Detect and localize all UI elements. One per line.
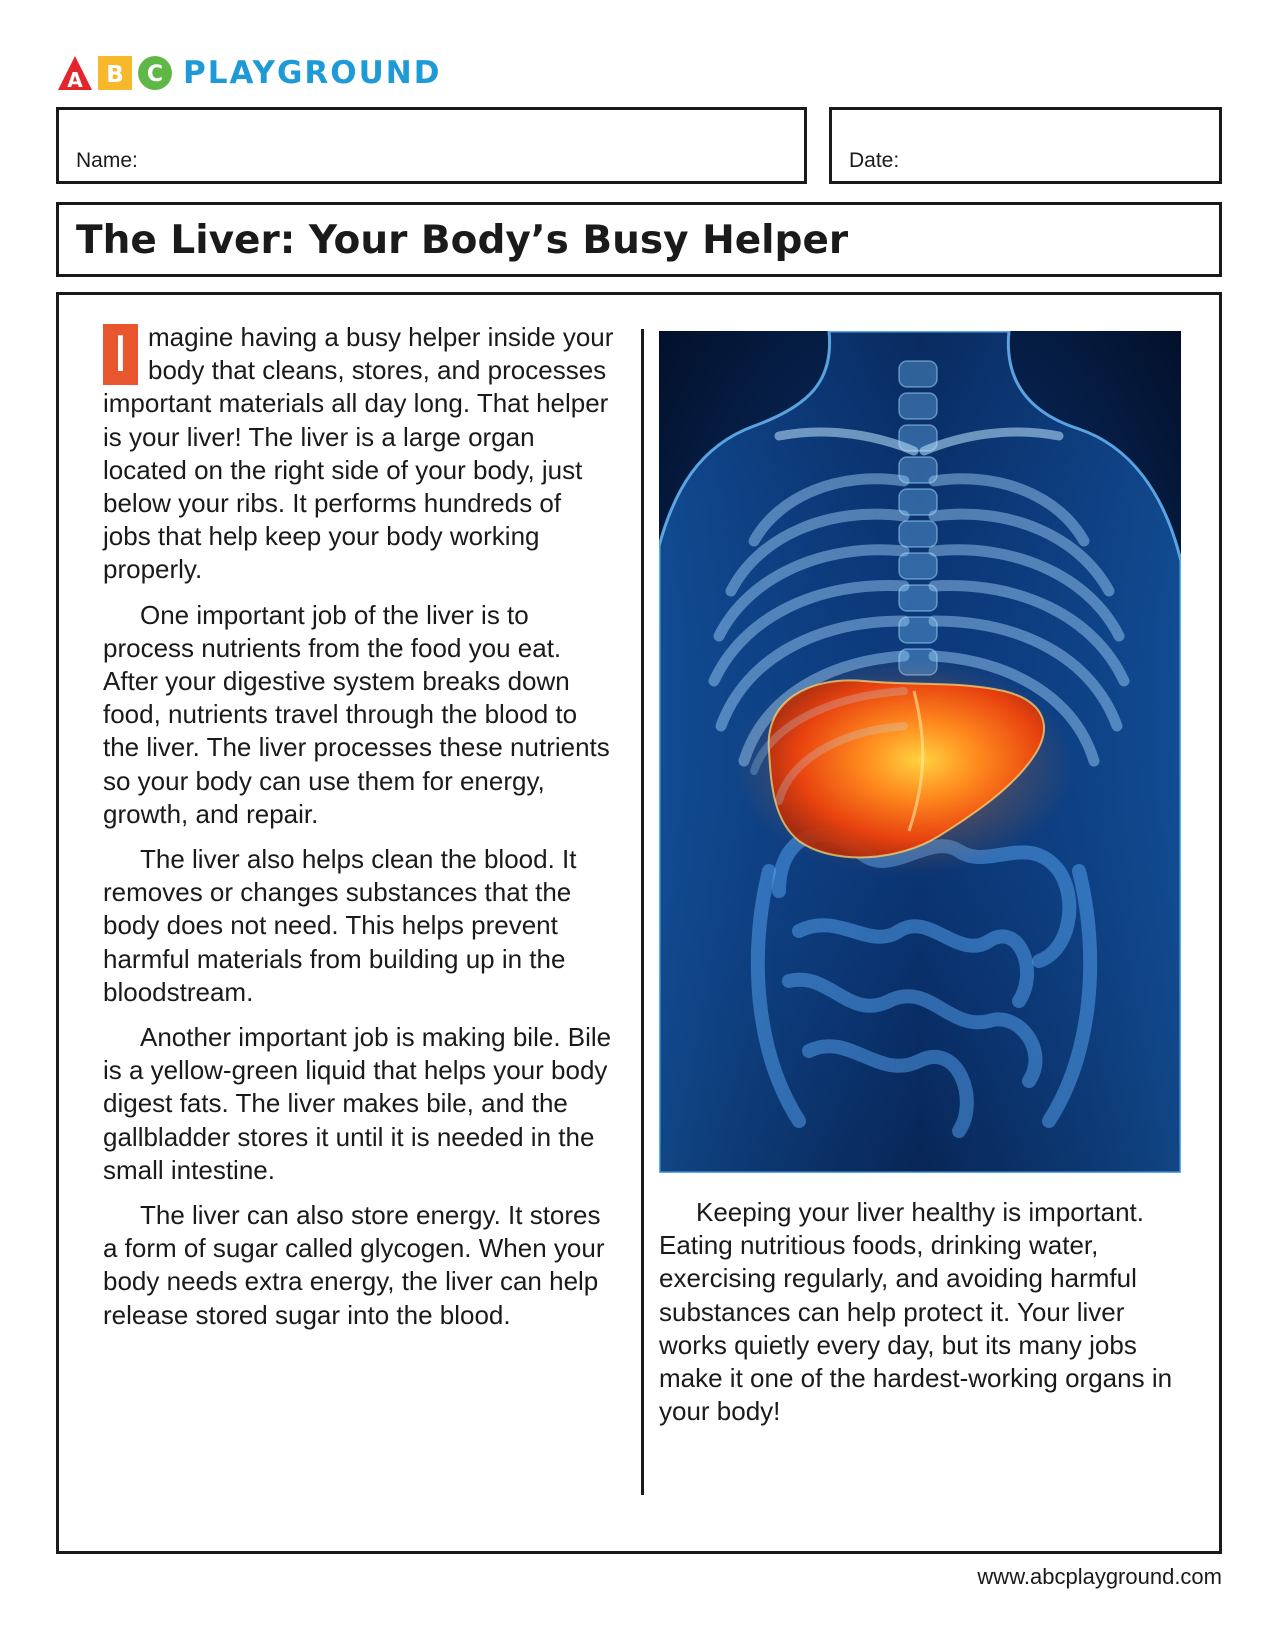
page-title: The Liver: Your Body’s Busy Helper (76, 218, 849, 263)
title-box (56, 202, 1222, 277)
liver-anatomy-image (659, 331, 1181, 1173)
name-label: Name: (76, 149, 138, 172)
abc-playground-logo (57, 52, 441, 94)
logo-letter-b-text: B (106, 62, 124, 88)
article-paragraph-4: Another important job is making bile. Bile is a yellow-green liquid that helps your body digest fats. The liver makes bile, and the gallbladder stores it until it is needed in the small intestine. (103, 1022, 612, 1185)
logo-wordmark: PLAYGROUND (183, 54, 442, 91)
drop-cap: I (103, 324, 138, 385)
article-right-column (659, 1196, 1181, 1440)
article-box (56, 292, 1222, 1554)
logo-letter-c-text: C (146, 62, 164, 87)
article-paragraph-1 (103, 321, 615, 587)
footer-url[interactable]: www.abcplayground.com (977, 1564, 1222, 1589)
article-left-column (103, 321, 615, 1344)
logo-letter-a (57, 55, 93, 91)
logo-letter-a-text: A (67, 68, 83, 91)
article-paragraph-2: One important job of the liver is to process nutrients from the food you eat. After your digestive system breaks down food, nutrients travel through the blood to the liver. The liver processes these nutrients so your body can use them for energy, growth, and repair. (103, 599, 610, 829)
date-label: Date: (849, 149, 900, 172)
logo-letter-b (97, 55, 133, 91)
date-field[interactable] (829, 107, 1222, 184)
name-field[interactable] (56, 107, 807, 184)
article-closing-paragraph: Keeping your liver healthy is important. Eating nutritious foods, drinking water, exercising regularly, and avoiding harmful substances can help protect it. Your liver works quietly every day, but its many jobs make it one of the hardest-working organs in your body! (659, 1197, 1173, 1427)
article-paragraph-5: The liver can also store energy. It stores a form of sugar called glycogen. When your body needs extra energy, the liver can help release stored sugar into the blood. (103, 1200, 605, 1330)
article-paragraph-3: The liver also helps clean the blood. It removes or changes substances that the body does not need. This helps prevent harmful materials from building up in the bloodstream. (103, 844, 577, 1007)
logo-letter-c (137, 55, 173, 91)
article-paragraph-1-text: magine having a busy helper inside your body that cleans, stores, and processes important materials all day long. That helper is your liver! The liver is a large organ located on the right side of your body, just below your ribs. It performs hundreds of jobs that help keep your body working properly. (103, 322, 614, 585)
column-divider (641, 329, 644, 1495)
